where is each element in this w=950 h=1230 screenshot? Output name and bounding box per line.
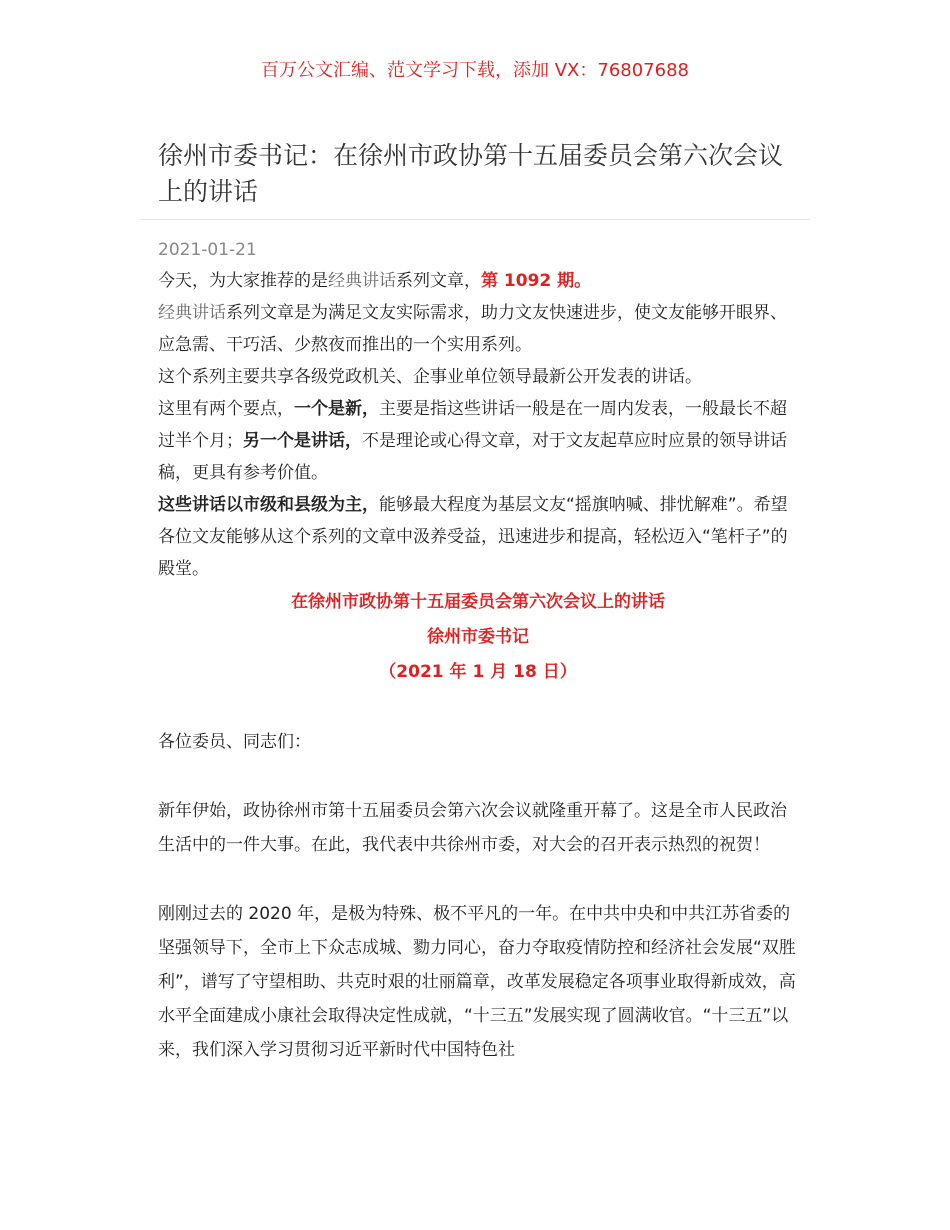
series-keyword: 经典讲话 (328, 271, 396, 291)
intro-paragraph-5: 这些讲话以市级和县级为主，能够最大程度为基层文友“摇旗呐喊、排忧解难”。希望各位文友能够从这个系列的文章中汲养受益，迅速进步和提高，轻松迈入“笔杆子”的殿堂。 (158, 495, 788, 579)
intro-paragraph-4: 这里有两个要点，一个是新，主要是指这些讲话一般是在一周内发表，一般最长不超过半个月；另一个是讲话，不是理论或心得文章，对于文友起草应时应景的领导讲话稿，更具有参考价值。 (158, 399, 787, 483)
issue-number: 第 1092 期。 (481, 271, 592, 291)
series-keyword: 经典讲话 (158, 303, 226, 323)
key-point-1: 一个是新， (294, 399, 379, 419)
focus-statement: 这些讲话以市级和县级为主， (158, 495, 379, 515)
intro-paragraph-2: 经典讲话系列文章是为满足文友实际需求，助力文友快速进步，使文友能够开眼界、应急需、干巧活、少熬夜而推出的一个实用系列。 (158, 303, 787, 355)
speech-author: 徐州市委书记 (427, 627, 529, 647)
promo-banner: 百万公文汇编、范文学习下载，添加 VX：76807688 (261, 60, 689, 81)
intro-paragraph-3: 这个系列主要共享各级党政机关、企事业单位领导最新公开发表的讲话。 (158, 367, 702, 387)
speech-paragraph-2: 刚刚过去的 2020 年，是极为特殊、极不平凡的一年。在中共中央和中共江苏省委的坚强领导下，全市上下众志成城、勠力同心，奋力夺取疫情防控和经济社会发展“双胜利”，谱写了守望相助、共克时艰的壮丽篇章，改革发展稳定各项事业取得新成效，高水平全面建成小康社会取得决定性成就，“十三五”发展实现了圆满收官。“十三五”以来，我们深入学习贯彻习近平新时代中国特色社 (158, 904, 796, 1060)
speech-date: （2021 年 1 月 18 日） (379, 662, 577, 682)
spacer (158, 690, 798, 725)
speech-salutation: 各位委员、同志们： (158, 732, 311, 752)
spacer (158, 759, 798, 794)
title-divider (140, 219, 810, 220)
publish-date: 2021-01-21 (158, 240, 257, 260)
speech-title: 在徐州市政协第十五届委员会第六次会议上的讲话 (291, 592, 665, 612)
article-body (158, 265, 798, 1067)
key-point-2: 另一个是讲话， (243, 431, 362, 451)
speech-paragraph-1: 新年伊始，政协徐州市第十五届委员会第六次会议就隆重开幕了。这是全市人民政治生活中的一件大事。在此，我代表中共徐州市委，对大会的召开表示热烈的祝贺！ (158, 801, 787, 855)
spacer (158, 862, 798, 897)
intro-paragraph-1: 今天，为大家推荐的是经典讲话系列文章，第 1092 期。 (158, 271, 592, 291)
article-title: 徐州市委书记：在徐州市政协第十五届委员会第六次会议上的讲话 (158, 141, 784, 206)
